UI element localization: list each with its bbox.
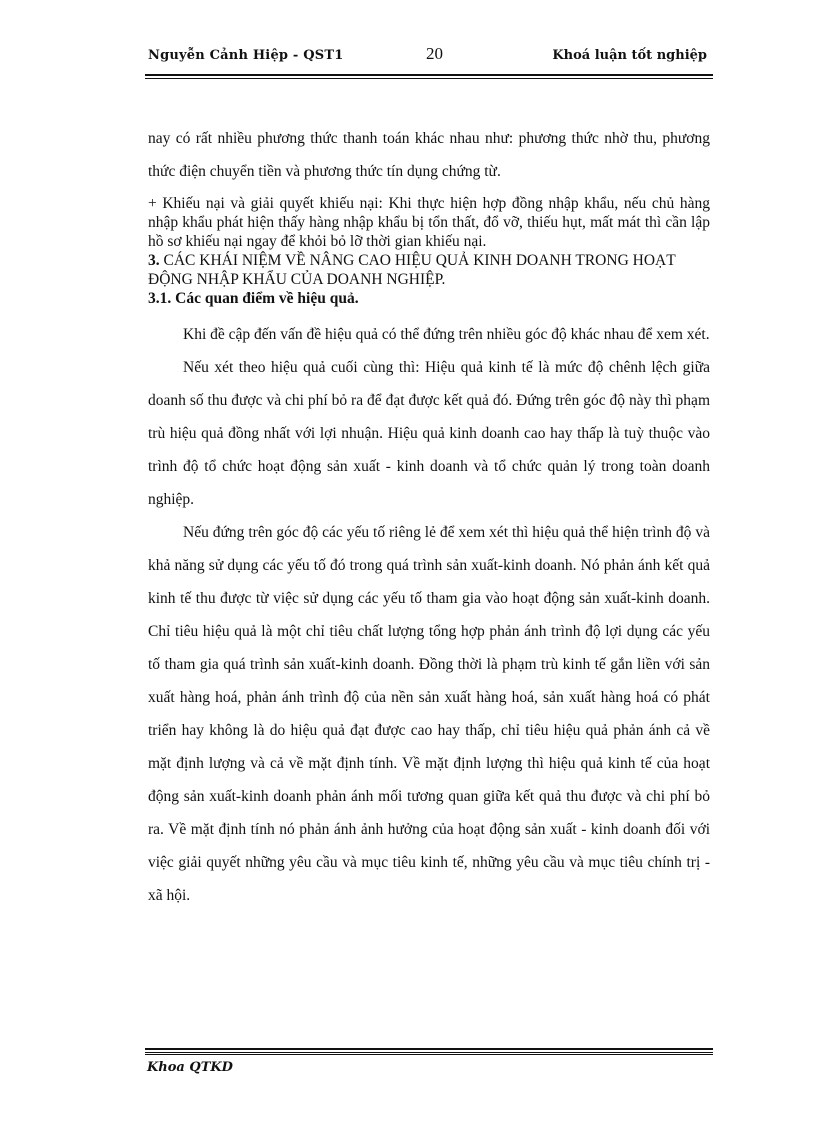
paragraph-viewpoints: Khi đề cập đến vấn đề hiệu quả có thể đứng trên nhiều góc độ khác nhau để xem xét. — [183, 326, 710, 343]
header-rule-thin — [145, 78, 713, 79]
paragraph-complaints: + Khiếu nại và giải quyết khiếu nại: Khi thực hiện hợp đồng nhập khẩu, nếu chủ hàng nhập khẩu phát hiện thấy hàng nhập khẩu bị tổn thất, đổ vỡ, thiếu hụt, mất mát thì cần lập hồ sơ khiếu nại ngay để khỏi bỏ lỡ thời gian khiếu nại. — [148, 195, 710, 250]
paragraph-individual-factors: Nếu đứng trên góc độ các yếu tố riêng lẻ để xem xét thì hiệu quả thể hiện trình độ và khả năng sử dụng các yếu tố đó trong quá trình sản xuất-kinh doanh. Nó phản ánh kết quả kinh tế thu được từ việc sử dụng các yếu tố tham gia vào hoạt động sản xuất-kinh doanh. Chỉ tiêu hiệu quả là một chỉ tiêu chất lượng tổng hợp phản ánh trình độ lợi dụng các yếu tố tham gia quá trình sản xuất-kinh doanh. Đồng thời là phạm trù kinh tế gắn liền với sản xuất hàng hoá, phản ánh trình độ của nền sản xuất hàng hoá, sản xuất hàng hoá có phát triển hay không là do hiệu quả đạt được cao hay thấp, chỉ tiêu hiệu quả phản ánh cả về mặt định lượng và cả về mặt định tính. Về mặt định lượng thì hiệu quả kinh tế của hoạt động sản xuất-kinh doanh phản ánh mối tương quan giữa kết quả thu được và chi phí bỏ ra. Về mặt định tính nó phản ánh ảnh hưởng của hoạt động sản xuất - kinh doanh đối với việc giải quyết những yêu cầu và mục tiêu kinh tế, những yêu cầu và mục tiêu chính trị - xã hội. — [148, 524, 710, 904]
page-body — [148, 122, 710, 912]
footer-rule-thin — [145, 1052, 713, 1053]
page-number: 20 — [426, 44, 443, 63]
section-heading — [148, 251, 710, 289]
header-rule-thick — [145, 74, 713, 76]
header-title: Khoá luận tốt nghiệp — [552, 48, 707, 63]
paragraph-final-efficiency: Nếu xét theo hiệu quả cuối cùng thì: Hiệu quả kinh tế là mức độ chênh lệch giữa doanh số thu được và chi phí bỏ ra để đạt được kết quả đó. Đứng trên góc độ này thì phạm trù hiệu quả đồng nhất với lợi nhuận. Hiệu quả kinh doanh cao hay thấp là tuỳ thuộc vào trình độ tổ chức hoạt động sản xuất - kinh doanh và tổ chức quản lý trong toàn doanh nghiệp. — [148, 359, 710, 508]
page-header — [145, 44, 713, 74]
footer-rule-thick — [145, 1048, 713, 1050]
footer-rule-thin-2 — [145, 1054, 713, 1055]
section-heading-text: CÁC KHÁI NIỆM VỀ NÂNG CAO HIỆU QUẢ KINH DOANH TRONG HOẠT ĐỘNG NHẬP KHẨU CỦA DOANH NGHIỆP. — [148, 252, 676, 288]
header-author: Nguyễn Cảnh Hiệp - QST1 — [148, 48, 344, 63]
subsection-heading: 3.1. Các quan điểm về hiệu quả. — [148, 290, 359, 307]
footer-faculty: Khoa QTKD — [147, 1060, 233, 1075]
section-heading-number: 3. — [148, 252, 160, 269]
paragraph-payment-methods: nay có rất nhiều phương thức thanh toán khác nhau như: phương thức nhờ thu, phương thức điện chuyển tiền và phương thức tín dụng chứng từ. — [148, 130, 710, 180]
